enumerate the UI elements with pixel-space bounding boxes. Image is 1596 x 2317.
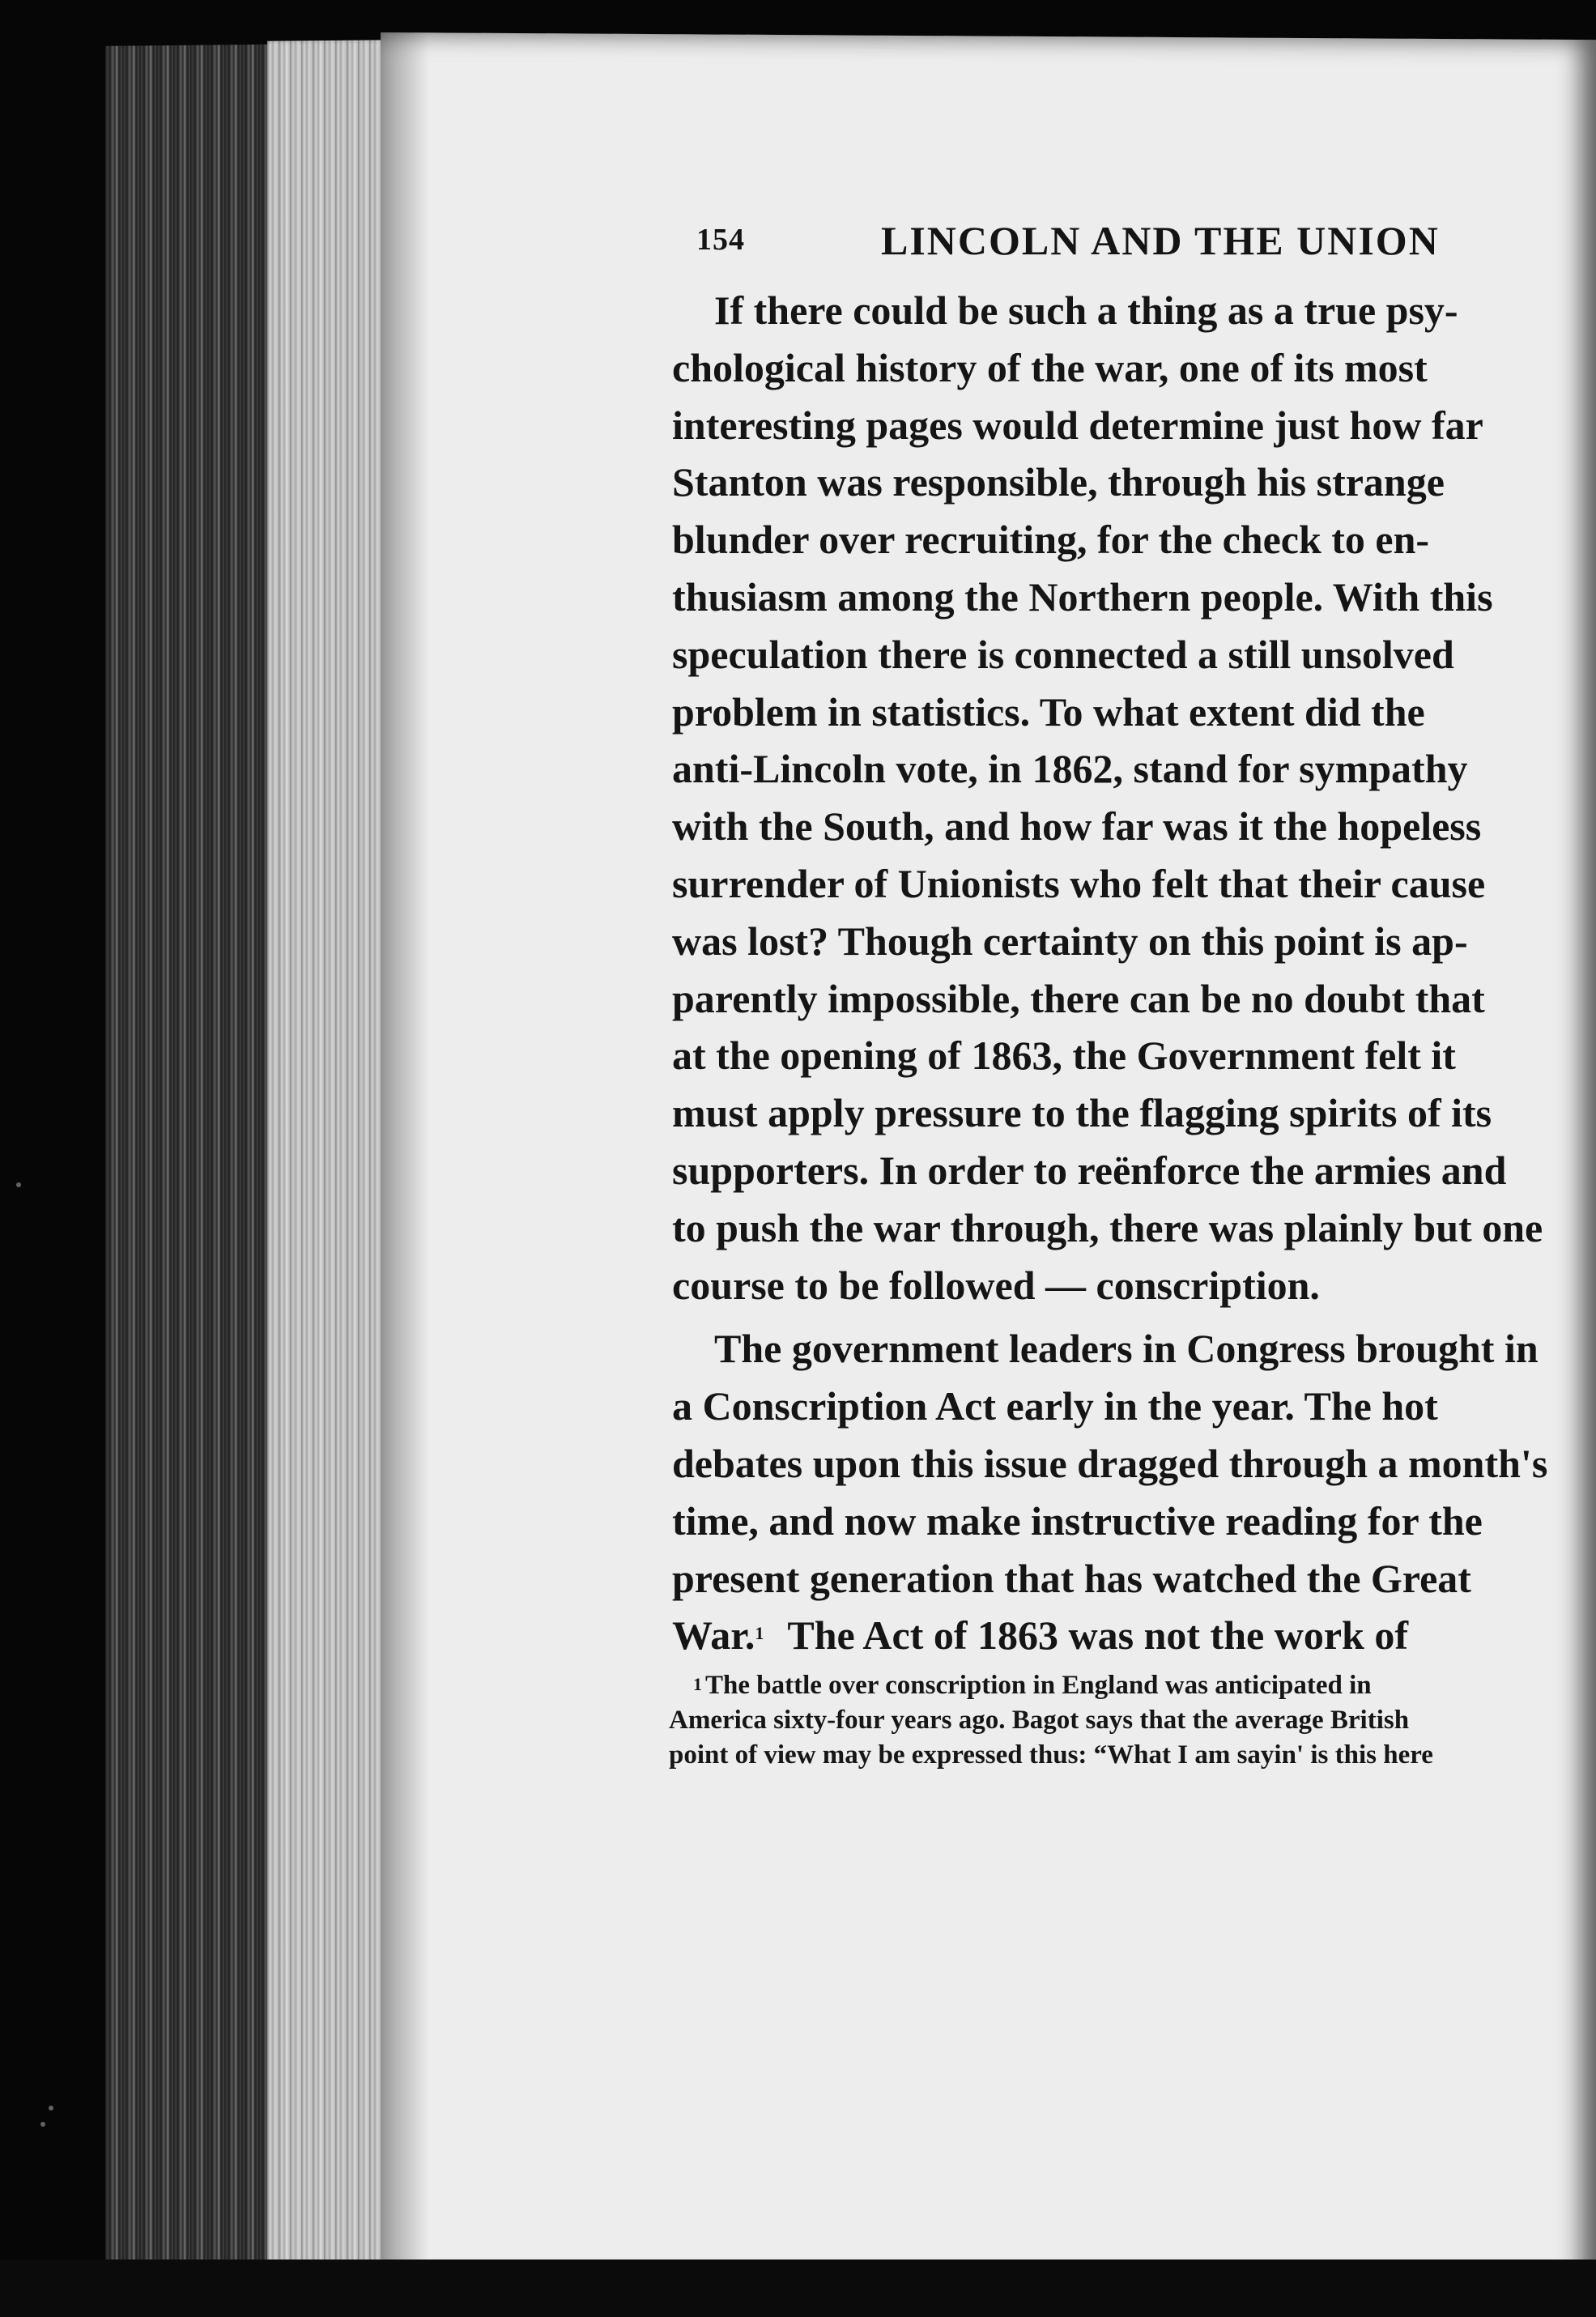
running-header xyxy=(696,217,1596,274)
footnote xyxy=(669,1668,1596,1773)
page-number: 154 xyxy=(696,223,745,257)
page-edges-highlight xyxy=(267,40,397,2284)
text-line: problem in statistics. To what extent did the xyxy=(672,688,1425,735)
text-line: to push the war through, there was plainly but one xyxy=(672,1204,1543,1250)
footnote-line xyxy=(669,1668,1596,1703)
text-line: If there could be such a thing as a true psy- xyxy=(714,287,1458,333)
text-line: was lost? Though certainty on this point is ap- xyxy=(672,918,1468,964)
text-line: blunder over recruiting, for the check to en- xyxy=(672,517,1430,563)
footnote-reference: 1 xyxy=(755,1623,764,1644)
text-line: supporters. In order to reënforce the armies and xyxy=(672,1147,1507,1193)
text-fragment: The Act of 1863 was not the work of xyxy=(787,1612,1408,1659)
text-line: speculation there is connected a still unsolved xyxy=(672,631,1454,677)
footnote-line: America sixty-four years ago. Bagot says that the average British xyxy=(669,1706,1410,1735)
text-line: thusiasm among the Northern people. With this xyxy=(672,573,1493,620)
text-line: parently impossible, there can be no doubt that xyxy=(672,975,1485,1021)
text-line: at the opening of 1863, the Government felt it xyxy=(672,1033,1456,1079)
text-line: interesting pages would determine just how far xyxy=(672,402,1483,448)
text-line: must apply pressure to the flagging spirits of its xyxy=(672,1090,1492,1136)
text-line: course to be followed — conscription. xyxy=(672,1262,1320,1308)
text-line: time, and now make instructive reading for the xyxy=(672,1497,1483,1544)
body-text xyxy=(672,282,1596,1664)
text-fragment: War. xyxy=(672,1612,755,1659)
bottom-scan-edge xyxy=(0,2260,1596,2317)
text-line: Stanton was responsible, through his strange xyxy=(672,459,1445,505)
scan-specks xyxy=(0,0,97,2317)
text-line: with the South, and how far was it the hopeless xyxy=(672,803,1482,850)
running-title: LINCOLN AND THE UNION xyxy=(881,218,1440,263)
dust-speck xyxy=(16,1182,21,1187)
footnote-line: point of view may be expressed thus: “What I am sayin' is this here xyxy=(669,1740,1433,1770)
text-line: present generation that has watched the Great xyxy=(672,1555,1471,1601)
dust-speck xyxy=(40,2122,45,2127)
text-line: chological history of the war, one of its most xyxy=(672,344,1428,390)
dust-speck xyxy=(49,2106,53,2110)
footnote-text: The battle over conscription in England was anticipated in xyxy=(705,1671,1372,1700)
text-line: a Conscription Act early in the year. The hot xyxy=(672,1383,1438,1429)
text-line: surrender of Unionists who felt that their cause xyxy=(672,860,1486,906)
text-line: The government leaders in Congress brought in xyxy=(714,1326,1539,1372)
text-line: anti-Lincoln vote, in 1862, stand for sympathy xyxy=(672,746,1468,792)
gutter-shadow xyxy=(381,32,429,2292)
text-line xyxy=(672,1607,1596,1664)
text-line: debates upon this issue dragged through a month's xyxy=(672,1440,1548,1486)
footnote-marker: 1 xyxy=(693,1674,702,1694)
